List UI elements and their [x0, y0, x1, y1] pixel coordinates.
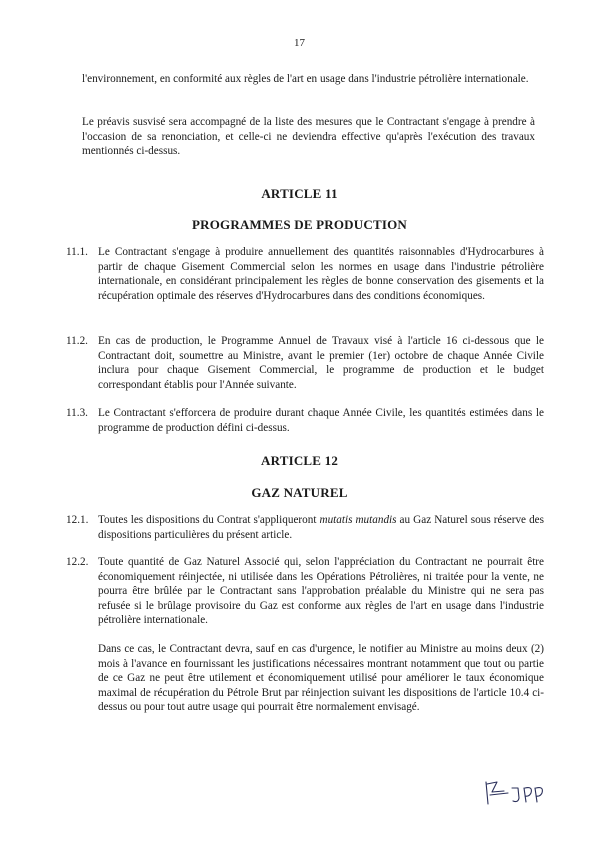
clause-number: 12.2.: [66, 556, 89, 568]
intro-paragraph-1: l'environnement, en conformité aux règles de l'art en usage dans l'industrie pétrolière internationale.: [82, 73, 529, 85]
handwritten-initials-signature: [480, 770, 550, 810]
clause-text: [98, 513, 544, 542]
clause-text: Le Contractant s'engage à produire annuellement des quantités raisonnables d'Hydrocarbures à partir de chaque Gisement Commercial selon les normes en usage dans l'industrie pétrolière internationale, en considérant principalement les règles de bonne conservation des gisements et la récupération optimale des réserves d'Hydrocarbures dans des conditions économiques.: [98, 246, 544, 302]
clause-text: Dans ce cas, le Contractant devra, sauf en cas d'urgence, le notifier au Ministre au moins deux (2) mois à l'avance en fournissant les justifications nécessaires montrant notamment que tout ou partie de ce Gaz ne peut être utilement et économiquement utilisé pour améliorer le taux économique maximal de récupération du Pétrole Brut par réinjection suivant les dispositions de l'article 10.4 ci-dessus ou pour tout autre usage qui pourrait être normalement envisagé.: [98, 643, 544, 714]
clause-text: Toute quantité de Gaz Naturel Associé qui, selon l'appréciation du Contractant ne pourrait être économiquement réinjectée, ni utilisée dans les Opérations Pétrolières, ni traitée pour la vente, ne pourra être brûlée par le Contractant sans l'approbation préalable du Ministre qui ne sera pas refusée si le brûlage provisoire du Gaz est conforme aux règles de l'art en usage dans l'industrie pétrolière internationale.: [98, 556, 544, 627]
intro-paragraph-2: Le préavis susvisé sera accompagné de la liste des mesures que le Contractant s'engage à prendre à l'occasion de sa renonciation, et celle-ci ne deviendra effective qu'après l'exécution des travaux mentionnés ci-dessus.: [82, 116, 535, 158]
clause-text: Le Contractant s'efforcera de produire durant chaque Année Civile, les quantités estimées dans le programme de production défini ci-dessus.: [98, 407, 544, 434]
article-11-subtitle: PROGRAMMES DE PRODUCTION: [192, 217, 407, 232]
clause-number: 11.1.: [66, 246, 88, 258]
clause-text-start: Toutes les dispositions du Contrat s'appliqueront: [98, 514, 320, 526]
article-12-title: ARTICLE 12: [260, 453, 339, 468]
clause-number: 11.2.: [66, 335, 88, 347]
page-number: 17: [294, 37, 305, 49]
clause-text: En cas de production, le Programme Annuel de Travaux visé à l'article 16 ci-dessous que le Contractant doit, soumettre au Ministre, avant le premier (1er) octobre de chaque Année Civile inclura pour chaque Gisement Commercial, le programme de production et le budget correspondant établis pour l'Année suivante.: [98, 335, 544, 391]
clause-number: 11.3.: [66, 407, 88, 419]
clause-number: 12.1.: [66, 514, 89, 526]
article-12-subtitle: GAZ NATUREL: [251, 485, 348, 500]
clause-text-end: au Gaz Naturel sous réserve des dispositions particulières du présent article.: [98, 514, 544, 541]
clause-text-latin: mutatis mutandis: [319, 514, 397, 526]
article-11-title: ARTICLE 11: [261, 186, 338, 201]
